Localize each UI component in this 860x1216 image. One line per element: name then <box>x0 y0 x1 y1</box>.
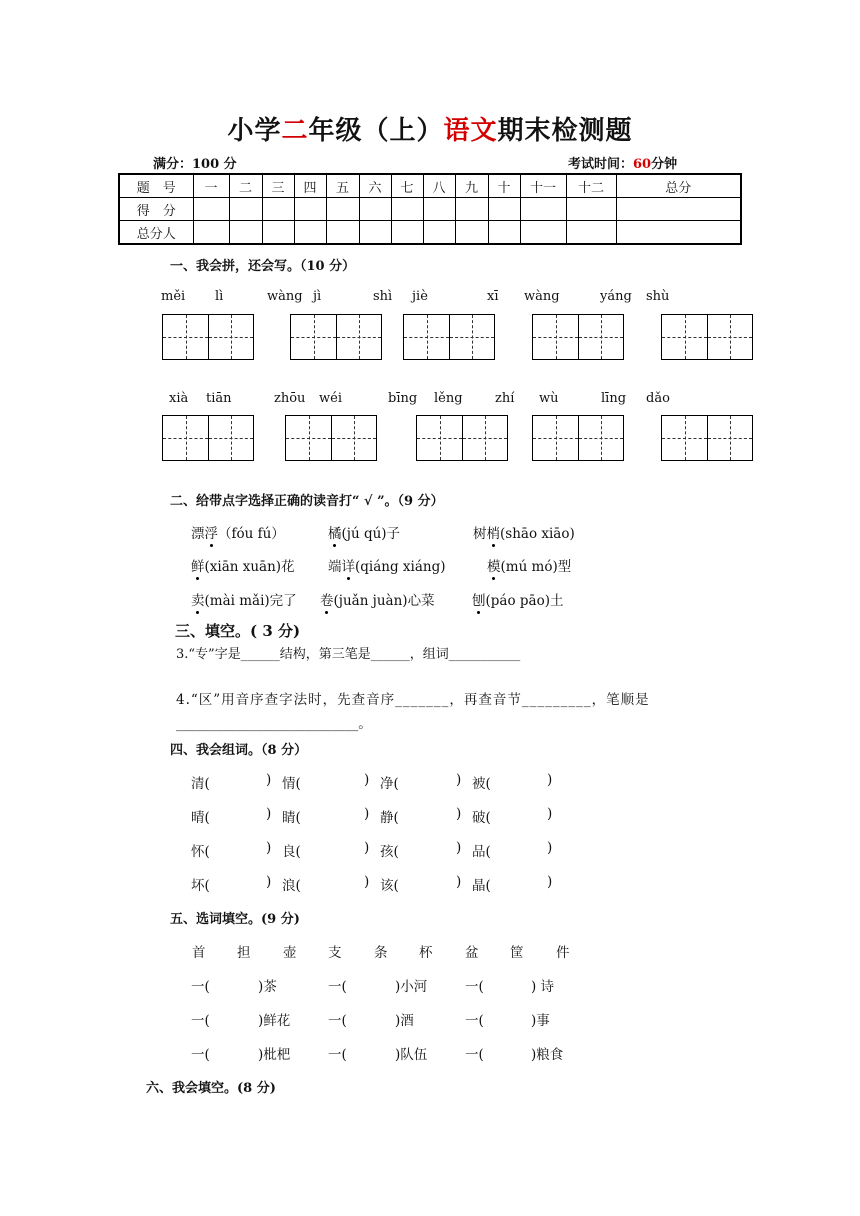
writing-grid[interactable] <box>162 415 254 461</box>
word-close: ) <box>364 772 370 788</box>
score-cell <box>616 198 741 221</box>
pinyin: zhōu <box>274 391 306 406</box>
word-close: ) <box>266 874 272 890</box>
reading-item: 刨(páo pāo)土 <box>472 593 564 609</box>
word-close: ) <box>364 874 370 890</box>
score-cell <box>359 198 391 221</box>
fill-item: )粮食 <box>531 1047 564 1063</box>
pinyin: xià <box>169 391 189 406</box>
header-cell: 二 <box>229 174 262 198</box>
fill-item: )队伍 <box>395 1047 428 1063</box>
score-cell <box>391 198 423 221</box>
score-cell <box>455 221 488 245</box>
section-1-heading: 一、我会拼，还会写。（10 分） <box>170 259 356 274</box>
fill-item: 一( <box>328 1013 347 1029</box>
score-cell <box>616 221 741 245</box>
header-cell: 十二 <box>566 174 616 198</box>
score-cell <box>229 198 262 221</box>
pinyin: shì <box>373 289 393 304</box>
question-4-blank: ___________________________。 <box>176 716 372 732</box>
fill-item: 一( <box>465 1047 484 1063</box>
question-4: 4.“区”用音序查字法时，先查音序_______，再查音节_________，笔顺是 <box>176 692 650 708</box>
score-table <box>118 173 742 245</box>
pinyin: jì <box>313 289 322 304</box>
header-cell: 五 <box>326 174 359 198</box>
page-title: 小学二年级（上）语文期末检测题 <box>227 116 633 146</box>
pinyin: tiān <box>206 391 232 406</box>
word-close: ) <box>547 772 553 788</box>
reading-item: 卷(juǎn juàn)心菜 <box>320 593 435 609</box>
pinyin: wàng <box>267 289 303 304</box>
word-close: ) <box>456 806 462 822</box>
score-cell <box>229 221 262 245</box>
header-cell: 七 <box>391 174 423 198</box>
pinyin: xī <box>487 289 499 304</box>
reading-item: 模(mú mó)型 <box>487 559 572 575</box>
section-5-heading: 五、选词填空。(9 分) <box>170 912 300 927</box>
word-item: 净( <box>380 776 399 792</box>
score-cell <box>391 221 423 245</box>
fill-item: 一( <box>328 979 347 995</box>
fill-item: 一( <box>191 1013 210 1029</box>
measure-word: 支 <box>328 945 342 961</box>
reading-item: 鲜(xiān xuān)花 <box>191 559 295 575</box>
score-cell <box>488 221 520 245</box>
score-cell <box>262 198 294 221</box>
score-cell <box>488 198 520 221</box>
pinyin: bīng <box>388 391 418 406</box>
pinyin: wù <box>539 391 559 406</box>
header-cell: 题 号 <box>119 174 193 198</box>
fill-item: )鲜花 <box>258 1013 291 1029</box>
pinyin: lěng <box>434 391 463 406</box>
word-item: 该( <box>380 878 399 894</box>
pinyin: zhí <box>495 391 515 406</box>
reading-item: 端详(qiáng xiáng) <box>328 559 446 575</box>
writing-grid[interactable] <box>290 314 382 360</box>
score-cell <box>193 221 229 245</box>
pinyin: wéi <box>319 391 342 406</box>
measure-word: 杯 <box>419 945 433 961</box>
fill-item: 一( <box>328 1047 347 1063</box>
fill-item: )酒 <box>395 1013 414 1029</box>
word-close: ) <box>364 806 370 822</box>
pinyin: līng <box>601 391 627 406</box>
row-label: 得 分 <box>119 198 193 221</box>
measure-word: 盆 <box>465 945 479 961</box>
score-cell <box>423 221 455 245</box>
score-cell <box>326 221 359 245</box>
header-cell: 总分 <box>616 174 741 198</box>
pinyin: jiè <box>412 289 428 304</box>
writing-grid[interactable] <box>403 314 495 360</box>
fill-item: 一( <box>465 1013 484 1029</box>
pinyin: wàng <box>524 289 560 304</box>
section-6-heading: 六、我会填空。(8 分) <box>146 1081 276 1096</box>
score-cell <box>359 221 391 245</box>
reading-item: 卖(mài mǎi)完了 <box>191 593 297 609</box>
fill-item: 一( <box>465 979 484 995</box>
score-cell <box>520 221 566 245</box>
word-close: ) <box>364 840 370 856</box>
score-cell <box>566 198 616 221</box>
word-item: 晴( <box>191 810 210 826</box>
word-item: 静( <box>380 810 399 826</box>
writing-grid[interactable] <box>532 415 624 461</box>
header-cell: 九 <box>455 174 488 198</box>
writing-grid[interactable] <box>285 415 377 461</box>
header-cell: 八 <box>423 174 455 198</box>
fill-item: ) 诗 <box>531 979 555 995</box>
section-3-heading: 三、填空。( 3 分) <box>175 622 301 640</box>
header-cell: 六 <box>359 174 391 198</box>
header-cell: 三 <box>262 174 294 198</box>
fill-item: 一( <box>191 1047 210 1063</box>
pinyin: shù <box>646 289 670 304</box>
measure-word: 筐 <box>510 945 524 961</box>
pinyin: měi <box>161 289 186 304</box>
score-header-row <box>119 174 741 198</box>
word-close: ) <box>456 840 462 856</box>
word-close: ) <box>456 874 462 890</box>
word-close: ) <box>456 772 462 788</box>
grader-row <box>119 221 741 245</box>
section-2-heading: 二、给带点字选择正确的读音打“ √ ”。（9 分） <box>170 494 444 509</box>
fill-item: )茶 <box>258 979 277 995</box>
word-close: ) <box>266 772 272 788</box>
measure-word: 首 <box>192 945 206 961</box>
word-item: 情( <box>282 776 301 792</box>
reading-item: 树梢(shāo xiāo) <box>473 526 575 542</box>
row-label: 总分人 <box>119 221 193 245</box>
writing-grid[interactable] <box>661 314 753 360</box>
header-cell: 一 <box>193 174 229 198</box>
score-cell <box>423 198 455 221</box>
word-item: 品( <box>472 844 491 860</box>
word-item: 清( <box>191 776 210 792</box>
section-4-heading: 四、我会组词。（8 分） <box>170 743 308 758</box>
word-item: 怀( <box>191 844 210 860</box>
word-close: ) <box>266 840 272 856</box>
word-item: 坏( <box>191 878 210 894</box>
word-item: 良( <box>282 844 301 860</box>
score-cell <box>520 198 566 221</box>
score-cell <box>294 198 326 221</box>
score-cell <box>193 198 229 221</box>
score-cell <box>326 198 359 221</box>
word-item: 孩( <box>380 844 399 860</box>
score-cell <box>294 221 326 245</box>
fill-item: )枇杷 <box>258 1047 291 1063</box>
header-cell: 四 <box>294 174 326 198</box>
fill-item: 一( <box>191 979 210 995</box>
reading-item: 橘(jú qú)子 <box>328 526 401 542</box>
header-cell: 十一 <box>520 174 566 198</box>
word-item: 睛( <box>282 810 301 826</box>
writing-grid[interactable] <box>162 314 254 360</box>
fill-item: )小河 <box>395 979 428 995</box>
writing-grid[interactable] <box>532 314 624 360</box>
pinyin: lì <box>215 289 224 304</box>
score-cell <box>566 221 616 245</box>
full-score: 满分：100 分 <box>153 157 237 172</box>
writing-grid[interactable] <box>661 415 753 461</box>
measure-word: 担 <box>237 945 251 961</box>
word-item: 被( <box>472 776 491 792</box>
word-close: ) <box>547 806 553 822</box>
word-close: ) <box>547 874 553 890</box>
fill-item: )事 <box>531 1013 550 1029</box>
measure-word: 壶 <box>283 945 297 961</box>
score-cell <box>455 198 488 221</box>
word-item: 晶( <box>472 878 491 894</box>
word-close: ) <box>266 806 272 822</box>
reading-item: 漂浮（fóu fú） <box>191 526 285 542</box>
word-item: 浪( <box>282 878 301 894</box>
measure-word: 条 <box>374 945 388 961</box>
pinyin: yáng <box>600 289 632 304</box>
pinyin: dǎo <box>646 391 670 406</box>
question-3: 3.“专”字是______结构，第三笔是______，组词___________ <box>176 647 521 662</box>
measure-word: 件 <box>556 945 570 961</box>
exam-time: 考试时间：60分钟 <box>568 157 678 172</box>
score-row <box>119 198 741 221</box>
writing-grid[interactable] <box>416 415 508 461</box>
word-close: ) <box>547 840 553 856</box>
word-item: 破( <box>472 810 491 826</box>
score-cell <box>262 221 294 245</box>
header-cell: 十 <box>488 174 520 198</box>
